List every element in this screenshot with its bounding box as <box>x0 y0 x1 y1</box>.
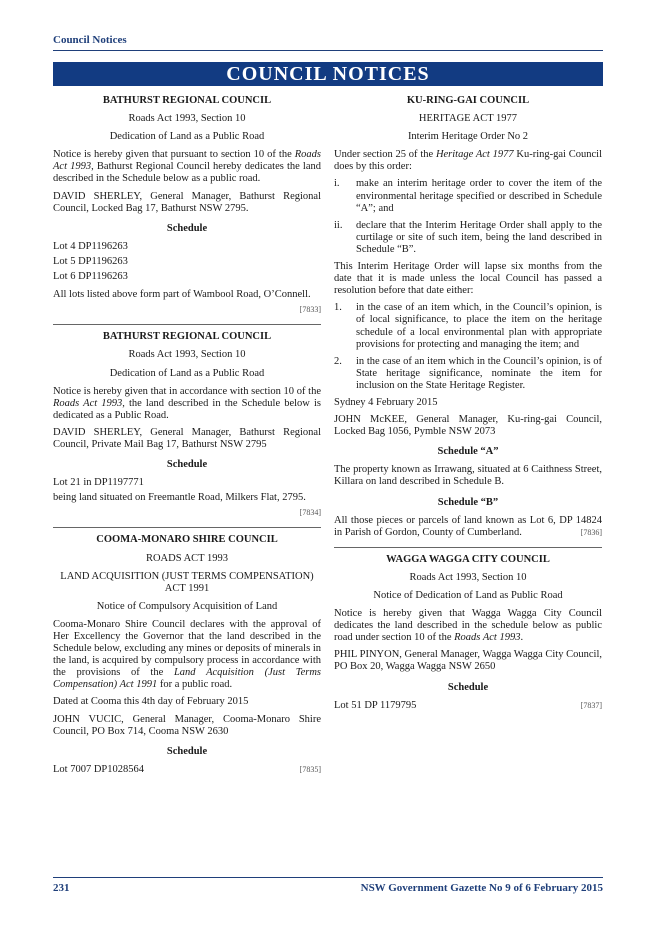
schedule-heading: Schedule <box>447 681 489 693</box>
notice-bathurst-1 <box>53 95 321 316</box>
list-marker: 1. <box>334 302 342 314</box>
notice-body <box>53 619 321 692</box>
reference-number: [7834] <box>299 508 321 518</box>
list-item <box>334 302 602 350</box>
lot-line: Lot 5 DP1196263 <box>53 255 128 267</box>
act-name: Roads Act 1993 <box>53 149 321 173</box>
notice-act: LAND ACQUISITION (JUST TERMS COMPENSATION) ACT 1991 <box>60 570 314 594</box>
body-text: , the land described in the Schedule below is dedicated as a Public Road. <box>53 397 321 421</box>
list-text: declare that the Interim Heritage Order shall apply to the curtilage or site of such item, being the land described in Schedule “B”. <box>356 219 602 255</box>
reference-number: [7836] <box>580 527 602 537</box>
body-text: Cooma-Monaro Shire Council declares with the approval of Her Excellency the Governor that the land described in the Schedule below, excluding any mines or deposits of minerals in the land, is acquired by compulsory process in accordance with the provisions of the <box>53 618 321 679</box>
notice-heading: Interim Heritage Order No 2 <box>407 131 529 143</box>
notice-title: COOMA-MONARO SHIRE COUNCIL <box>96 534 278 546</box>
notice-act: Roads Act 1993, Section 10 <box>409 571 527 583</box>
notice-act: Roads Act 1993, Section 10 <box>128 113 246 125</box>
schedule-heading: Schedule <box>166 222 208 234</box>
reference-number: [7837] <box>580 700 602 710</box>
schedule-heading: Schedule <box>166 745 208 757</box>
reference-number: [7835] <box>299 764 321 774</box>
numbered-list <box>334 302 602 392</box>
body-text: Notice is hereby given that pursuant to section 10 of the <box>53 149 295 161</box>
running-header: Council Notices <box>53 34 127 46</box>
notice-lapse: This Interim Heritage Order will lapse six months from the date that it is made unless the local Council has passed a resolution before that date either: <box>334 261 602 297</box>
body-text: Ku-ring-gai Council does by this order: <box>334 149 602 173</box>
schedule-heading: Schedule “B” <box>437 496 499 508</box>
body-text: . <box>520 632 524 644</box>
body-text: , Bathurst Regional Council hereby dedicates the land described in the Schedule below as a public road. <box>53 161 321 185</box>
list-item <box>334 178 602 214</box>
notice-act: HERITAGE ACT 1977 <box>418 113 518 125</box>
schedule-heading: Schedule <box>166 459 208 471</box>
list-marker: i. <box>334 178 340 190</box>
notice-body <box>53 149 321 185</box>
lot-line: Lot 6 DP1196263 <box>53 271 128 283</box>
body-text: Notice is hereby given that Wagga Wagga City Council dedicates the land described in the schedule below as public road under section 10 of the <box>334 608 602 644</box>
notice-signoff: PHIL PINYON, General Manager, Wagga Wagga City Council, PO Box 20, Wagga Wagga NSW 2650 <box>334 649 602 673</box>
notice-cooma-monaro <box>53 534 321 776</box>
list-text: in the case of an item which, in the Council’s opinion, is of local significance, to place the item on the heritage schedule of a local environmental plan with appropriate provisions for protecting and managing the item; and <box>356 302 602 350</box>
lot-line: Lot 4 DP1196263 <box>53 240 128 252</box>
reference-number: [7833] <box>299 305 321 315</box>
body-text: Notice is hereby given that in accordance with section 10 of the <box>53 385 321 397</box>
notice-date: Sydney 4 February 2015 <box>334 396 438 408</box>
list-marker: ii. <box>334 219 343 231</box>
left-column <box>53 92 321 776</box>
notice-signoff: DAVID SHERLEY, General Manager, Bathurst Regional Council, Locked Bag 17, Bathurst NSW 2795. <box>53 190 321 214</box>
list-marker: 2. <box>334 355 342 367</box>
notice-heading: Notice of Dedication of Land as Public Road <box>373 590 563 601</box>
list-text: make an interim heritage order to cover the item of the environmental heritage specified or described in Schedule “A”; and <box>356 178 602 214</box>
notice-wagga-wagga <box>334 554 602 712</box>
notice-body <box>53 386 321 422</box>
notice-divider <box>53 527 321 528</box>
notice-signoff: JOHN McKEE, General Manager, Ku-ring-gai Council, Locked Bag 1056, Pymble NSW 2073 <box>334 414 602 438</box>
notice-dated: Dated at Cooma this 4th day of February 2015 <box>53 696 249 708</box>
notice-body <box>334 149 602 173</box>
lot-row <box>334 700 602 712</box>
right-column <box>334 92 602 712</box>
notice-signoff: JOHN VUCIC, General Manager, Cooma-Monaro Shire Council, PO Box 714, Cooma NSW 2630 <box>53 713 321 737</box>
list-text: in the case of an item which in the Council’s opinion, is of State heritage significance, nominate the item for inclusion on the State Heritage Register. <box>356 355 602 391</box>
schedule-text: The property known as Irrawang, situated at 6 Caithness Street, Killara on land described in Schedule B. <box>334 464 602 488</box>
notice-act: Roads Act 1993, Section 10 <box>128 349 246 361</box>
notice-divider <box>334 547 602 548</box>
section-banner: COUNCIL NOTICES <box>53 62 603 86</box>
list-item <box>334 220 602 256</box>
act-name: Roads Act 1993 <box>53 397 123 409</box>
body-text: for a public road. <box>157 679 233 691</box>
lot-line: Lot 7007 DP1028564 <box>53 763 145 775</box>
act-name: Land Acquisition (Just Terms Compensation) Act 1991 <box>53 667 322 691</box>
notice-signoff: DAVID SHERLEY, General Manager, Bathurst Regional Council, Private Mail Bag 17, Bathurst NSW 2795 <box>53 426 321 450</box>
notice-title: BATHURST REGIONAL COUNCIL <box>102 95 272 106</box>
body-text: All those pieces or parcels of land known as Lot 6, DP 14824 in Parish of Gordon, County of Cumberland. <box>334 514 602 538</box>
lot-row <box>53 764 321 776</box>
notice-heading: Dedication of Land as a Public Road <box>109 367 265 379</box>
notice-title: BATHURST REGIONAL COUNCIL <box>102 331 272 343</box>
notice-divider <box>53 324 321 325</box>
notice-heading: Notice of Compulsory Acquisition of Land <box>96 600 278 612</box>
lot-note: being land situated on Freemantle Road, Milkers Flat, 2795. <box>53 492 306 504</box>
notice-title: WAGGA WAGGA CITY COUNCIL <box>386 553 550 565</box>
lot-line: Lot 21 in DP1197771 <box>53 477 144 489</box>
footer-rule <box>53 877 603 878</box>
page-number: 231 <box>53 882 70 894</box>
notice-act: ROADS ACT 1993 <box>145 552 229 564</box>
notice-title: KU-RING-GAI COUNCIL <box>406 95 530 106</box>
lot-note: All lots listed above form part of Wambool Road, O’Connell. <box>53 289 311 301</box>
lot-line: Lot 51 DP 1179795 <box>334 699 417 711</box>
header-rule <box>53 50 603 51</box>
gazette-citation: NSW Government Gazette No 9 of 6 February 2015 <box>360 882 603 894</box>
notice-heading: Dedication of Land as a Public Road <box>109 131 265 143</box>
schedule-text <box>334 515 602 539</box>
body-text: Under section 25 of the <box>334 149 436 161</box>
act-name: Roads Act 1993 <box>454 632 521 644</box>
act-name: Heritage Act 1977 <box>435 149 514 161</box>
list-item <box>334 356 602 392</box>
roman-list <box>334 178 602 256</box>
notice-ku-ring-gai <box>334 95 602 539</box>
schedule-heading: Schedule “A” <box>437 446 499 458</box>
notice-bathurst-2 <box>53 331 321 519</box>
notice-body <box>334 608 602 644</box>
